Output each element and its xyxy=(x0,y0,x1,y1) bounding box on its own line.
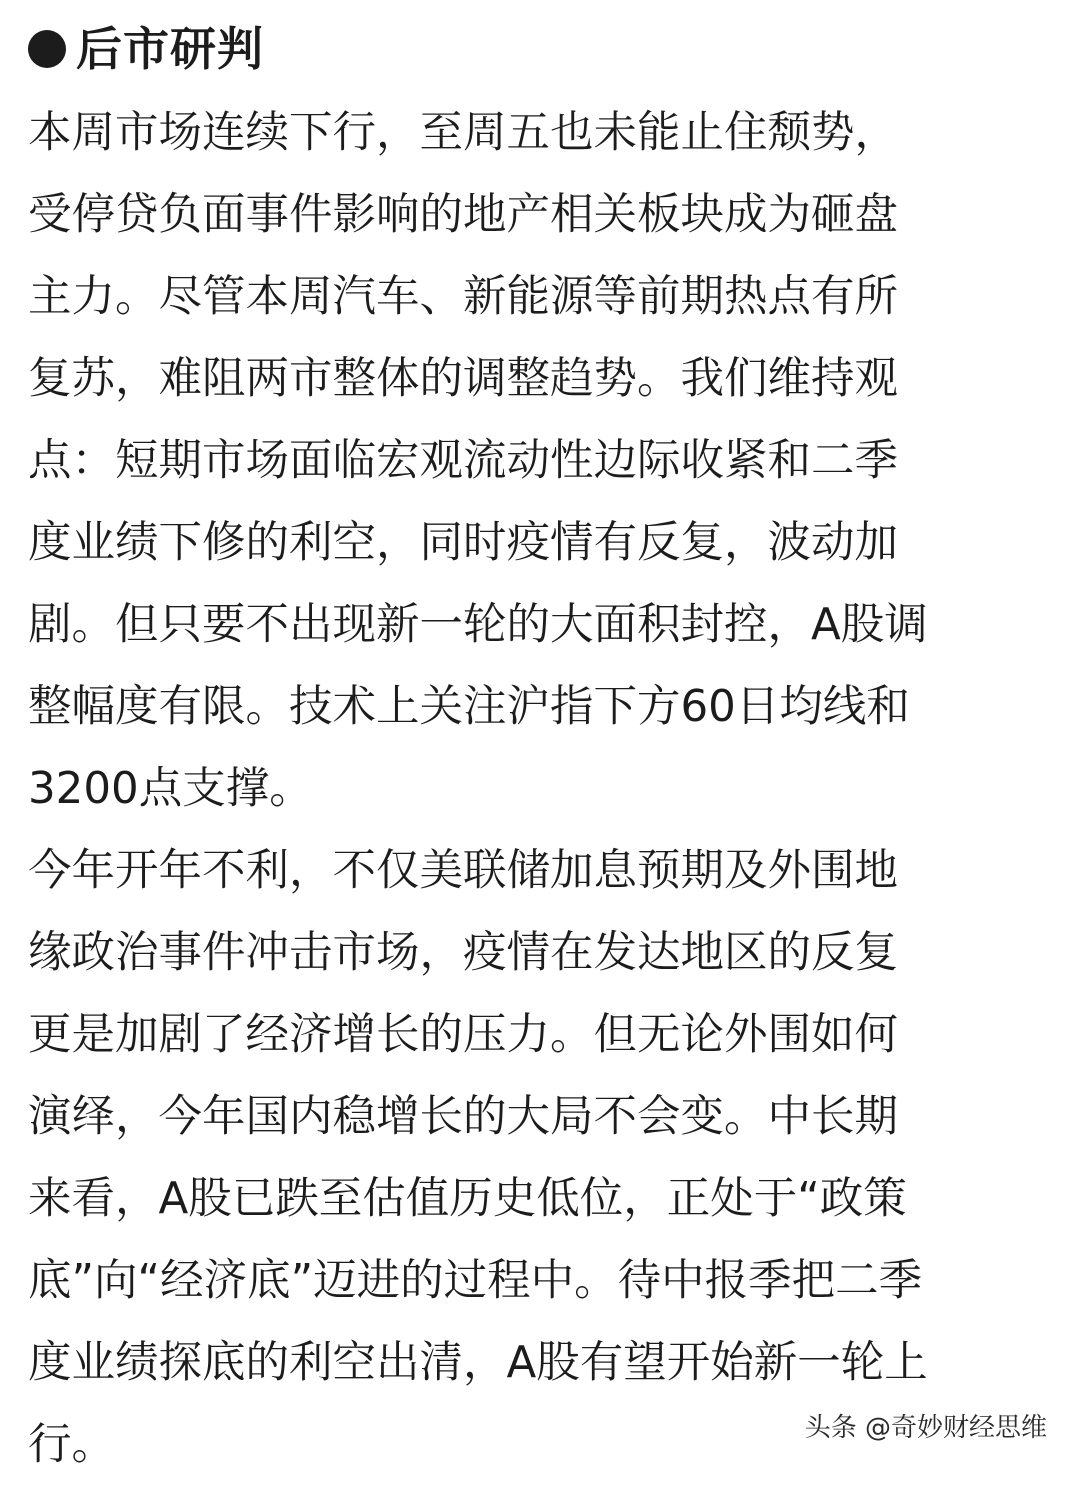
toutiao-watermark: 头条 @奇妙财经思维 xyxy=(804,1413,1047,1443)
paragraph-line: 来看，A股已跌至估值历史低位，正处于“政策 xyxy=(28,1174,907,1224)
section-heading xyxy=(28,14,264,84)
paragraph-line: 度业绩下修的利空，同时疫情有反复，波动加 xyxy=(28,518,898,568)
paragraph-line: 复苏，难阻两市整体的调整趋势。我们维持观 xyxy=(28,354,898,404)
paragraph-line: 主力。尽管本周汽车、新能源等前期热点有所 xyxy=(28,272,898,322)
paragraph-line: 本周市场连续下行，至周五也未能止住颓势， xyxy=(28,108,898,158)
paragraph-line: 剧。但只要不出现新一轮的大面积封控，A股调 xyxy=(28,600,928,650)
paragraph-line: 缘政治事件冲击市场，疫情在发达地区的反复 xyxy=(28,928,898,978)
bullet-dot-icon xyxy=(28,30,66,68)
paragraph-line: 行。 xyxy=(28,1420,115,1470)
section-heading-text: 后市研判 xyxy=(76,22,264,76)
paragraph-line: 点：短期市场面临宏观流动性边际收紧和二季 xyxy=(28,436,898,486)
paragraph-line: 演绎，今年国内稳增长的大局不会变。中长期 xyxy=(28,1092,898,1142)
paragraph-line: 底”向“经济底”迈进的过程中。待中报季把二季 xyxy=(28,1256,923,1306)
paragraph-line: 度业绩探底的利空出清，A股有望开始新一轮上 xyxy=(28,1338,928,1388)
paragraph-line: 3200点支撑。 xyxy=(28,764,313,814)
paragraph-line: 受停贷负面事件影响的地产相关板块成为砸盘 xyxy=(28,190,898,240)
paragraph-line: 整幅度有限。技术上关注沪指下方60日均线和 xyxy=(28,682,910,732)
paragraph-line: 更是加剧了经济增长的压力。但无论外围如何 xyxy=(28,1010,898,1060)
paragraph-line: 今年开年不利，不仅美联储加息预期及外围地 xyxy=(28,846,898,896)
